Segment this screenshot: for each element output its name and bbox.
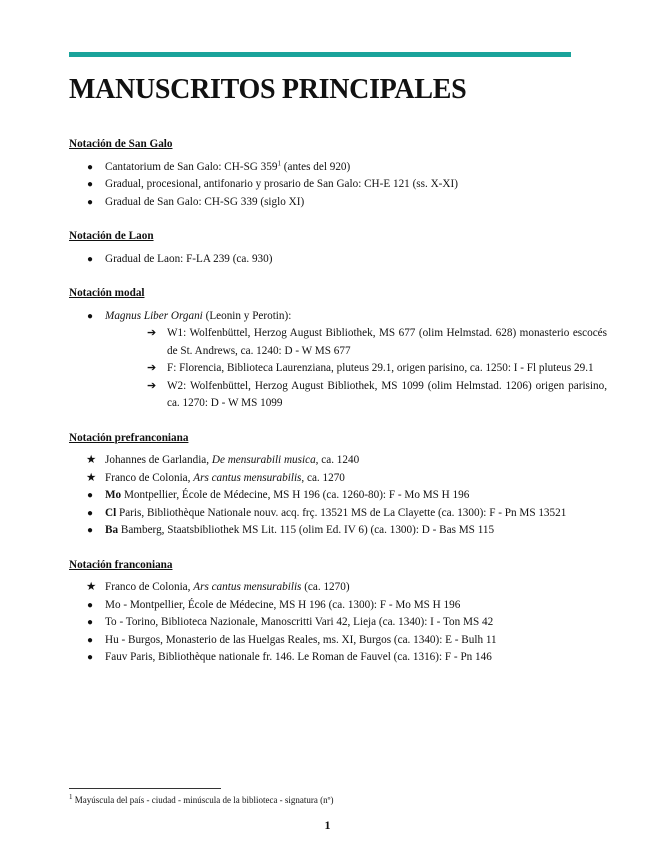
section-heading: Notación de Laon [69, 230, 154, 242]
list-item: ● Hu - Burgos, Monasterio de las Huelgas Reales, ms. XI, Burgos (ca. 1340): E - Bulh 11 [69, 632, 607, 650]
list-item: ● Cl Paris, Bibliothèque Nationale nouv. acq. frç. 13521 MS de La Clayette (ca. 1300): F - Pn MS 13521 [69, 505, 607, 523]
footnote-ref[interactable]: 1 [277, 158, 281, 167]
list-item: ● Gradual de Laon: F-LA 239 (ca. 930) [69, 251, 607, 269]
bullet-icon: ● [87, 253, 94, 265]
list-item: ● Mo Montpellier, École de Médecine, MS H 196 (ca. 1260-80): F - Mo MS H 196 [69, 487, 607, 505]
footnote-text: Mayúscula del país - ciudad - minúscula de la biblioteca - signatura (nº) [72, 795, 334, 805]
bullet-icon: ● [87, 507, 94, 519]
list-item: ★ Franco de Colonia, Ars cantus mensurabilis, ca. 1270 [69, 470, 607, 488]
section-heading: Notación modal [69, 287, 145, 299]
footnote-number: 1 [69, 793, 73, 801]
document-body [69, 136, 607, 684]
page-number: 1 [324, 818, 331, 832]
bullet-icon: ● [87, 179, 94, 190]
sub-list-item: ➔ W1: Wolfenbüttel, Herzog August Bibliothek, MS 677 (olim Helmstad. 628) monasterio escocés de St. Andrews, ca. 1240: D - W MS 677 [147, 327, 607, 357]
list-item: ★ Johannes de Garlandia, De mensurabili musica, ca. 1240 [69, 452, 607, 470]
list-item: ● Mo - Montpellier, École de Médecine, MS H 196 (ca. 1300): F - Mo MS H 196 [69, 597, 607, 615]
bullet-icon: ● [87, 161, 94, 173]
section-prefranconiana [69, 430, 607, 540]
bullet-icon: ● [87, 634, 94, 646]
arrow-right-icon: ➔ [147, 379, 157, 392]
bullet-icon: ● [87, 490, 94, 501]
star-icon: ★ [86, 581, 97, 593]
bullet-icon: ● [87, 525, 94, 536]
list-item: ● Gradual, procesional, antifonario y prosario de San Galo: CH-E 121 (ss. X-XI) [69, 176, 607, 194]
bullet-icon: ● [87, 599, 94, 611]
star-icon: ★ [86, 471, 97, 484]
section-laon [69, 228, 607, 268]
page-title: MANUSCRITOS PRINCIPALES [69, 74, 467, 105]
footnote-separator [69, 788, 221, 789]
list-item: ● Gradual de San Galo: CH-SG 339 (siglo XI) [69, 194, 607, 212]
bullet-icon: ● [87, 652, 94, 663]
arrow-right-icon: ➔ [147, 362, 157, 374]
bullet-icon: ● [87, 196, 94, 208]
star-icon: ★ [86, 454, 97, 466]
list-item: ● To - Torino, Biblioteca Nazionale, Manoscritti Vari 42, Lieja (ca. 1340): I - Ton MS 42 [69, 614, 607, 632]
section-modal [69, 285, 607, 413]
bullet-icon: ● [87, 310, 94, 322]
bullet-icon: ● [87, 617, 94, 628]
list-item: ★ Franco de Colonia, Ars cantus mensurabilis (ca. 1270) [69, 579, 607, 597]
sub-list-item: ➔ W2: Wolfenbüttel, Herzog August Bibliothek, MS 1099 (olim Helmstad. 1206) origen parisino, ca. 1270: D - W MS 1099 [147, 379, 607, 409]
section-heading: Notación prefranconiana [69, 431, 189, 444]
section-heading: Notación de San Galo [69, 138, 173, 150]
section-heading: Notación franconiana [69, 558, 173, 571]
list-item: ● Cantatorium de San Galo: CH-SG $359^1$ (antes del 920) [69, 159, 607, 177]
sub-list-item: ➔ F: Florencia, Biblioteca Laurenziana, pluteus 29.1, origen parisino, ca. 1250: I - Fl pluteus 29.1 [147, 360, 607, 378]
section-san-galo [69, 136, 607, 211]
list-item: ● Fauv Paris, Bibliothèque nationale fr. 146. Le Roman de Fauvel (ca. 1316): F - Pn 146 [69, 649, 607, 667]
arrow-right-icon: ➔ [147, 327, 157, 339]
list-item: ● Ba Bamberg, Staatsbibliothek MS Lit. 115 (olim Ed. IV 6) (ca. 1300): D - Bas MS 115 [69, 522, 607, 540]
footnote [69, 795, 333, 805]
section-franconiana [69, 557, 607, 667]
list-item: ● Magnus Liber Organi (Leonin y Perotin): ➔ W1: Wolfenbüttel, Herzog August Bibliothek, MS 677 (olim Helmstad. 628) monasterio escocés de St. Andrews, ca. 1240: D - W MS 677 ➔ F: Florencia, Biblioteca Laurenziana, pluteus 29.1, origen parisino, ca. 1250: I - Fl pluteus 29.1 ➔ W2: Wolfenbüttel, Herzog August Bibliothek, MS 1099 (olim Helmstad. 1206) origen parisino, ca. 1270: D - W MS 1099 [69, 308, 607, 413]
accent-rule [69, 52, 571, 57]
